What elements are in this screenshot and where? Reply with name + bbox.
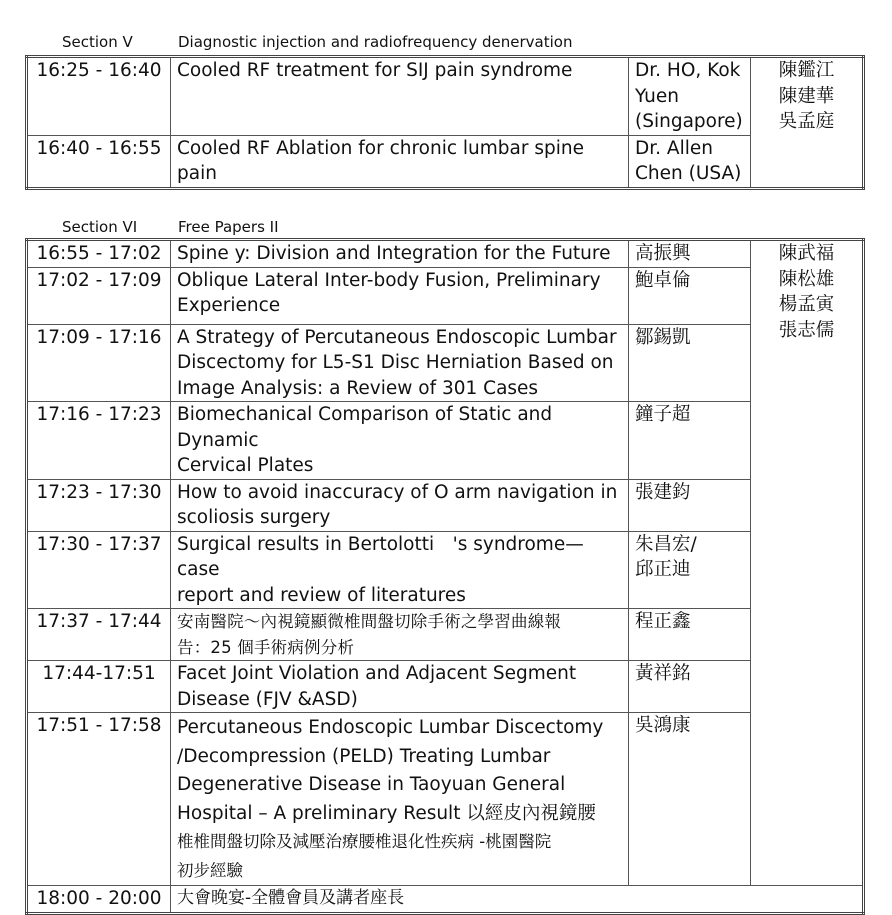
speaker-line: 高振興 (635, 243, 691, 264)
title-line: Oblique Lateral Inter-body Fusion, Preliminary (177, 269, 601, 291)
session-title: Cooled RF Ablation for chronic lumbar spine pain (171, 135, 629, 188)
table-row (27, 886, 864, 914)
speaker-line: Dr. HO, Kok (635, 60, 741, 81)
session-title (171, 479, 629, 531)
session-speaker (629, 661, 751, 713)
session-speaker (629, 135, 751, 188)
speaker-line: (Singapore) (635, 111, 743, 132)
section6-table (25, 238, 865, 915)
session-title (171, 324, 629, 402)
title-line: /Decompression (PELD) Treating Lumbar (177, 745, 551, 767)
session-speaker (629, 240, 751, 268)
session-chairs (751, 240, 864, 886)
session-title (171, 531, 629, 609)
session-speaker (629, 57, 751, 136)
title-line: Facet Joint Violation and Adjacent Segment (177, 663, 577, 684)
speaker-line: 鮑卓倫 (635, 269, 691, 291)
speaker-line: 朱昌宏/ (635, 533, 697, 555)
session-title (171, 402, 629, 480)
title-line: Hospital – A preliminary Result 以經皮內視鏡腰 (177, 802, 596, 824)
chair-name: 楊孟寅 (778, 294, 835, 315)
speaker-line: 鄒錫凱 (635, 326, 691, 348)
speaker-line: Yuen (635, 85, 680, 107)
session-speaker (629, 713, 751, 886)
title-line: A Strategy of Percutaneous Endoscopic Lumbar (177, 326, 617, 348)
session-time: 16:55 - 17:02 (27, 240, 171, 268)
session-title (171, 713, 629, 886)
table-row (27, 267, 864, 324)
session-speaker (629, 267, 751, 324)
table-row (27, 240, 864, 268)
table-row (27, 402, 864, 480)
table-row (27, 713, 864, 886)
chair-name: 吳孟庭 (778, 111, 835, 132)
session-time: 16:25 - 16:40 (27, 57, 171, 136)
table-row (27, 661, 864, 713)
section5-topic: Diagnostic injection and radiofrequency denervation (178, 33, 573, 51)
title-line: scoliosis surgery (177, 507, 331, 528)
title-line: Discectomy for L5-S1 Disc Herniation Based on (177, 352, 614, 373)
title-line: How to avoid inaccuracy of O arm navigation in (177, 481, 618, 503)
session-title (171, 609, 629, 661)
session-time: 17:37 - 17:44 (27, 609, 171, 661)
session-title (171, 267, 629, 324)
session-speaker (629, 609, 751, 661)
title-line: Spine y: Division and Integration for the Future (177, 243, 611, 264)
title-line: report and review of literatures (177, 584, 466, 606)
speaker-line: 黃祥銘 (635, 663, 691, 684)
title-line: 告：25 個手術病例分析 (177, 637, 355, 657)
chair-name: 陳建華 (778, 85, 835, 107)
section5-label: Section V (62, 33, 133, 51)
session-title (171, 661, 629, 713)
chair-name: 陳松雄 (778, 268, 835, 290)
section6-topic: Free Papers II (178, 218, 279, 236)
table-row (27, 57, 864, 136)
table-row (27, 135, 864, 188)
table-row (27, 324, 864, 402)
title-line: Degenerative Disease in Taoyuan General (177, 774, 566, 795)
session-time: 17:02 - 17:09 (27, 267, 171, 324)
session-title (171, 240, 629, 268)
session-time: 17:30 - 17:37 (27, 531, 171, 609)
session-title: Cooled RF treatment for SIJ pain syndrome (171, 57, 629, 136)
speaker-line: 張建鈞 (635, 481, 691, 503)
session-chairs (751, 57, 864, 189)
session-time: 16:40 - 16:55 (27, 135, 171, 188)
session-speaker (629, 324, 751, 402)
title-line: 安南醫院～內視鏡顯微椎間盤切除手術之學習曲線報 (177, 612, 562, 631)
title-line: 椎椎間盤切除及減壓治療腰椎退化性疾病 -桃園醫院 (177, 832, 552, 851)
title-line: Disease (FJV &ASD) (177, 688, 358, 710)
session-time: 17:44-17:51 (27, 661, 171, 713)
section5-table (25, 55, 865, 190)
chair-name: 陳鑑江 (778, 60, 835, 81)
title-line: Biomechanical Comparison of Static and Dynamic (177, 404, 553, 451)
title-line: Cervical Plates (177, 455, 314, 476)
session-time: 18:00 - 20:00 (27, 886, 171, 914)
table-row (27, 609, 864, 661)
title-line: Experience (177, 295, 281, 316)
table-row (27, 479, 864, 531)
speaker-line: 吳鴻康 (635, 715, 691, 736)
session-time: 17:51 - 17:58 (27, 713, 171, 886)
title-line: Percutaneous Endoscopic Lumbar Discectomy (177, 717, 604, 738)
session-speaker (629, 479, 751, 531)
session-speaker (629, 402, 751, 480)
title-line: Surgical results in Bertolotti 's syndrome—case (177, 533, 584, 580)
session-time: 17:16 - 17:23 (27, 402, 171, 480)
speaker-line: 邱正迪 (635, 559, 691, 580)
speaker-line: 程正鑫 (635, 611, 691, 632)
speaker-line: Chen (USA) (635, 163, 742, 184)
session-title: 大會晚宴-全體會員及講者座長 (171, 886, 864, 914)
session-time: 17:23 - 17:30 (27, 479, 171, 531)
session-speaker (629, 531, 751, 609)
title-line: 初步經驗 (177, 860, 243, 880)
chair-name: 陳武福 (778, 243, 835, 264)
table-row (27, 531, 864, 609)
title-line: Image Analysis: a Review of 301 Cases (177, 377, 539, 399)
speaker-line: Dr. Allen (635, 137, 713, 159)
section6-label: Section VI (62, 218, 138, 236)
chair-name: 張志儒 (778, 319, 835, 341)
session-time: 17:09 - 17:16 (27, 324, 171, 402)
speaker-line: 鐘子超 (635, 404, 691, 425)
